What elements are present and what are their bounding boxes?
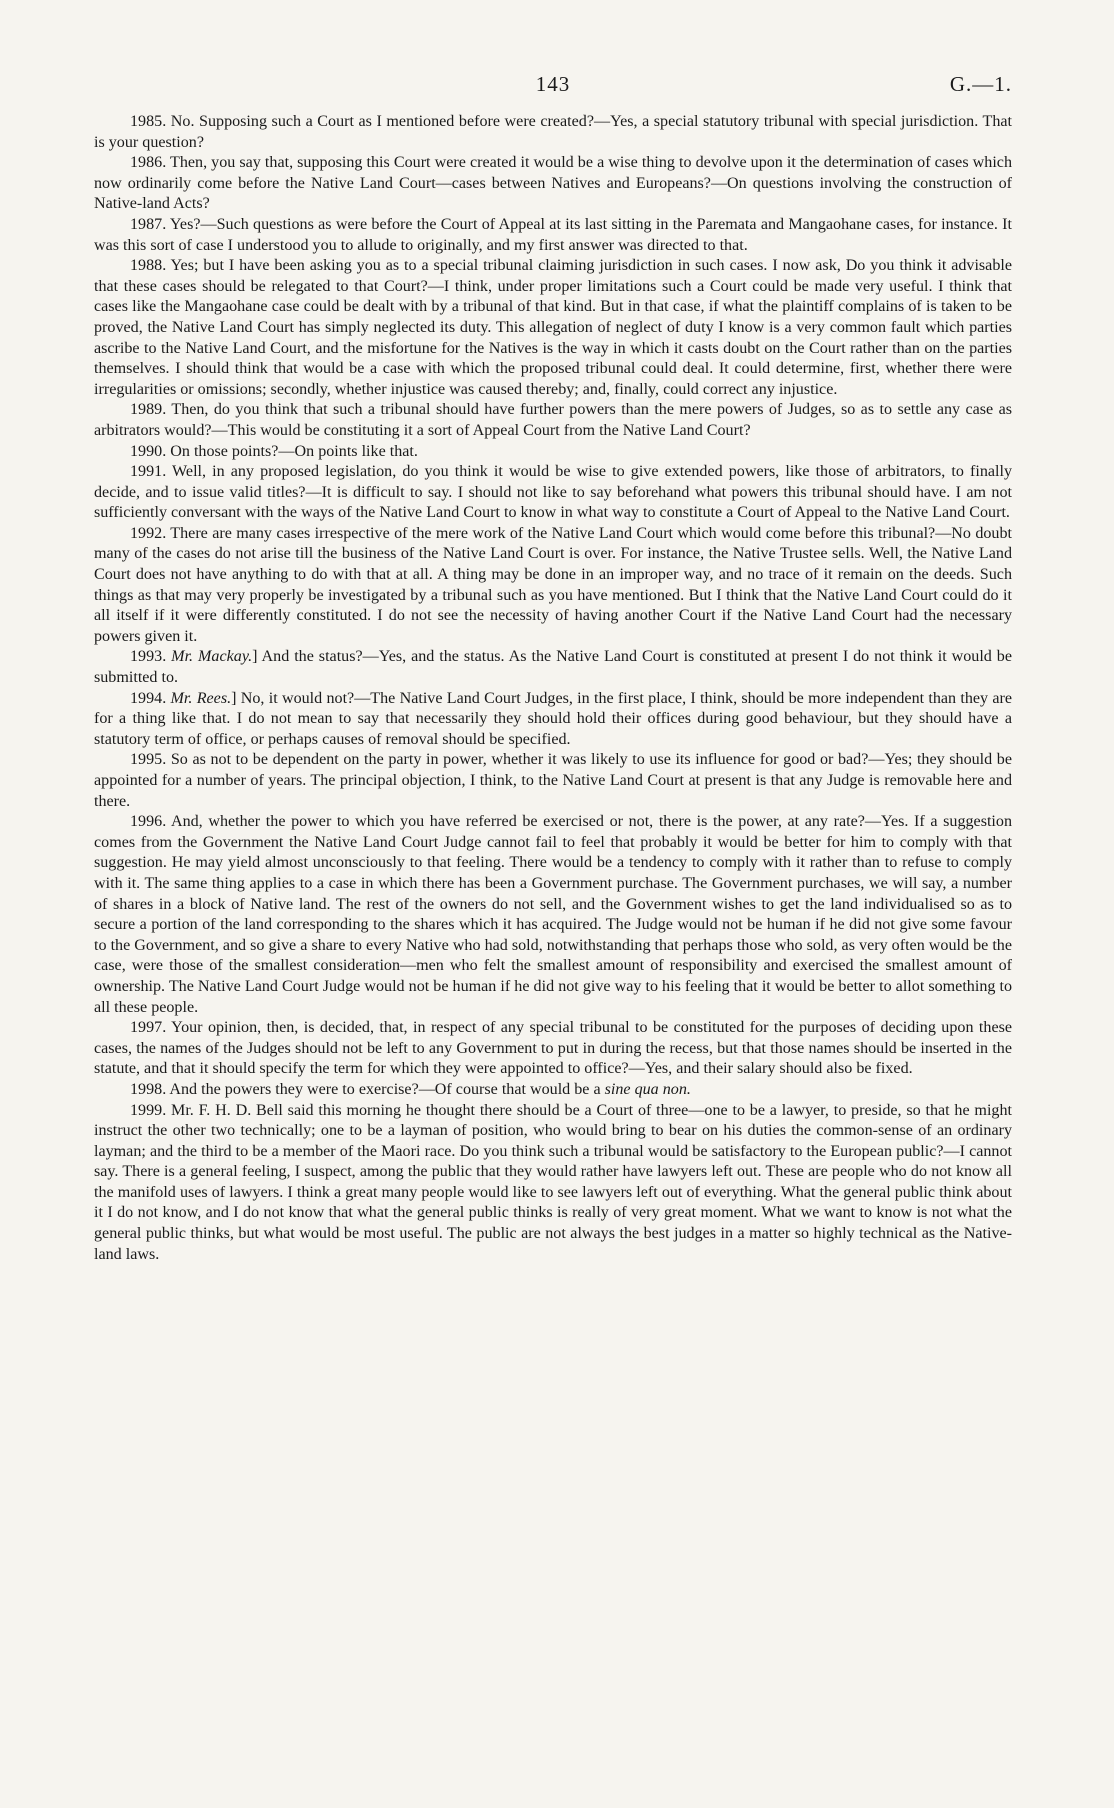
- question-number: 1991.: [130, 463, 167, 481]
- question-number: 1995.: [130, 751, 167, 769]
- paragraph-text: ] No, it would not?—The Native Land Court Judges, in the first place, I think, should be more independent than they are for a thing like that. I do not mean to say that necessarily they should hold their offices during good behaviour, but they should have a statutory term of office, or perhaps causes of removal should be specified.: [94, 689, 1012, 748]
- paragraph-text: Your opinion, then, is decided, that, in respect of any special tribunal to be constituted for the purposes of deciding upon these cases, the names of the Judges should not be left to any Government to put in during the recess, but that those names should be inserted in the statute, and that it should specify the term for which they were appointed to office?—Yes, and their salary should also be fixed.: [94, 1019, 1012, 1078]
- question-paragraph: [94, 112, 1012, 153]
- page-header: [94, 60, 1012, 112]
- italic-text: Mr. Rees.: [170, 689, 232, 707]
- paragraph-text: So as not to be dependent on the party in power, whether it was likely to use its influence for good or bad?—Yes; they should be appointed for a number of years. The principal objection, I think, to the Native Land Court at present is that any Judge is removable here and there.: [94, 751, 1012, 810]
- question-number: 1993.: [130, 648, 167, 666]
- question-paragraph: [94, 750, 1012, 812]
- question-paragraph: [94, 400, 1012, 441]
- question-paragraph: [94, 1080, 1012, 1101]
- question-number: 1992.: [130, 524, 167, 542]
- question-paragraph: [94, 812, 1012, 1018]
- paragraph-text: On those points?—On points like that.: [170, 442, 418, 460]
- question-number: 1985.: [130, 113, 167, 130]
- evidence-text: [94, 112, 1012, 1265]
- document-reference: G.—1.: [949, 72, 1012, 96]
- question-number: 1994.: [130, 689, 167, 707]
- question-paragraph: [94, 1101, 1012, 1266]
- question-number: 1996.: [130, 813, 167, 831]
- question-paragraph: [94, 647, 1012, 688]
- question-number: 1987.: [130, 215, 167, 233]
- paragraph-text: No. Supposing such a Court as I mentioned before were created?—Yes, a special statutory tribunal with special jurisdiction. That is your question?: [94, 113, 1012, 151]
- document-page: [94, 60, 1012, 1760]
- question-paragraph: [94, 442, 1012, 463]
- italic-text: sine qua non.: [604, 1080, 691, 1098]
- question-number: 1999.: [130, 1101, 167, 1119]
- question-number: 1988.: [130, 257, 167, 275]
- question-number: 1997.: [130, 1019, 167, 1037]
- paragraph-text: There are many cases irrespective of the mere work of the Native Land Court which would come before this tribunal?—No doubt many of the cases do not arise till the business of the Native Land Court is over. For instance, the Native Trustee sells. Well, the Native Land Court does not have anything to do with that at all. A thing may be done in an improper way, and no trace of it remain on the deeds. Such things as that may very properly be investigated by a tribunal such as you have mentioned. But I think that the Native Land Court could do it all itself if it were differently constituted. I do not see the necessity of having another Court if the Native Land Court had the necessary powers given it.: [94, 524, 1012, 645]
- paragraph-text: Mr. F. H. D. Bell said this morning he thought there should be a Court of three—one to be a lawyer, to preside, so that he might instruct the other two technically; one to be a layman of position, who would bring to bear on his duties the common-sense of an ordinary layman; and the third to be a member of the Maori race. Do you think such a tribunal would be satisfactory to the European public?—I cannot say. There is a general feeling, I suspect, among the public that they would rather have lawyers left out. These are people who do not know all the manifold uses of lawyers. I think a great many people would like to see lawyers left out of everything. What the general public think about it I do not know, and I do not know that what the general public thinks is really of very great moment. What we want to know is not what the general public thinks, but what would be most useful. The public are not always the best judges in a matter so highly technical as the Native-land laws.: [94, 1101, 1012, 1263]
- question-paragraph: [94, 153, 1012, 215]
- paragraph-text: Yes; but I have been asking you as to a special tribunal claiming jurisdiction in such cases. I now ask, Do you think it advisable that these cases should be relegated to that Court?—I think, under proper limitations such a Court could be made very useful. I think that cases like the Mangaohane case could be dealt with by a tribunal of that kind. But in that case, if what the plaintiff complains of is taken to be proved, the Native Land Court has simply neglected its duty. This allegation of neglect of duty I know is a very common fault which parties ascribe to the Native Land Court, and the misfortune for the Natives is the way in which it casts doubt on the Court rather than on the parties themselves. I should think that would be a case with which the proposed tribunal could deal. It could determine, first, whether there were irregularities or omissions; secondly, whether injustice was caused thereby; and, finally, could correct any injustice.: [94, 257, 1012, 398]
- paragraph-text: ] And the status?—Yes, and the status. As the Native Land Court is constituted at present I do not think it would be submitted to.: [94, 648, 1012, 687]
- page-number: 143: [535, 72, 571, 96]
- question-paragraph: [94, 256, 1012, 400]
- question-paragraph: [94, 689, 1012, 751]
- paragraph-text: Yes?—Such questions as were before the Court of Appeal at its last sitting in the Paremata and Mangaohane cases, for instance. It was this sort of case I understood you to allude to originally, and my first answer was directed to that.: [94, 215, 1012, 254]
- italic-text: Mr. Mackay.: [171, 648, 253, 666]
- paragraph-text: Then, do you think that such a tribunal should have further powers than the mere powers of Judges, so as to settle any case as arbitrators would?—This would be constituting it a sort of Appeal Court from the Native Land Court?: [94, 401, 1013, 439]
- question-number: 1986.: [130, 154, 167, 172]
- paragraph-text: And, whether the power to which you have referred be exercised or not, there is the power, at any rate?—Yes. If a suggestion comes from the Government the Native Land Court Judge cannot fail to feel that probably it would be better for him to comply with that suggestion. He may yield almost unconsciously to that feeling. There would be a tendency to comply with it rather than to refuse to comply with it. The same thing applies to a case in which there has been a Government purchase. The Government purchases, we will say, a number of shares in a block of Native land. The rest of the owners do not sell, and the Government wishes to get the land individualised so as to secure a portion of the land corresponding to the shares which it has acquired. The Judge would not be human if he did not give some favour to the Government, and so give a share to every Native who had sold, notwithstanding that perhaps those who sold, as very often would be the case, were those of the smallest consideration—men who felt the smallest amount of responsibility and exercised the smallest amount of ownership. The Native Land Court Judge would not be human if he did not give way to his feeling that it would be better to allot something to all these people.: [94, 813, 1012, 1016]
- question-paragraph: [94, 1018, 1012, 1080]
- question-paragraph: [94, 462, 1012, 524]
- question-number: 1998.: [130, 1080, 167, 1098]
- paragraph-text: Then, you say that, supposing this Court were created it would be a wise thing to devolve upon it the determination of cases which now ordinarily come before the Native Land Court—cases between Natives and Europeans?—On questions involving the construction of Native-land Acts?: [94, 154, 1012, 213]
- paragraph-text: Well, in any proposed legislation, do you think it would be wise to give extended powers, like those of arbitrators, to finally decide, and to issue valid titles?—It is difficult to say. I should not like to say beforehand what powers this tribunal should have. I am not sufficiently conversant with the ways of the Native Land Court to know in what way to constitute a Court of Appeal to the Native Land Court.: [94, 463, 1013, 522]
- question-number: 1989.: [130, 401, 167, 419]
- question-paragraph: [94, 524, 1012, 648]
- question-paragraph: [94, 215, 1012, 256]
- paragraph-text: And the powers they were to exercise?—Of course that would be a: [169, 1080, 605, 1098]
- question-number: 1990.: [130, 442, 167, 460]
